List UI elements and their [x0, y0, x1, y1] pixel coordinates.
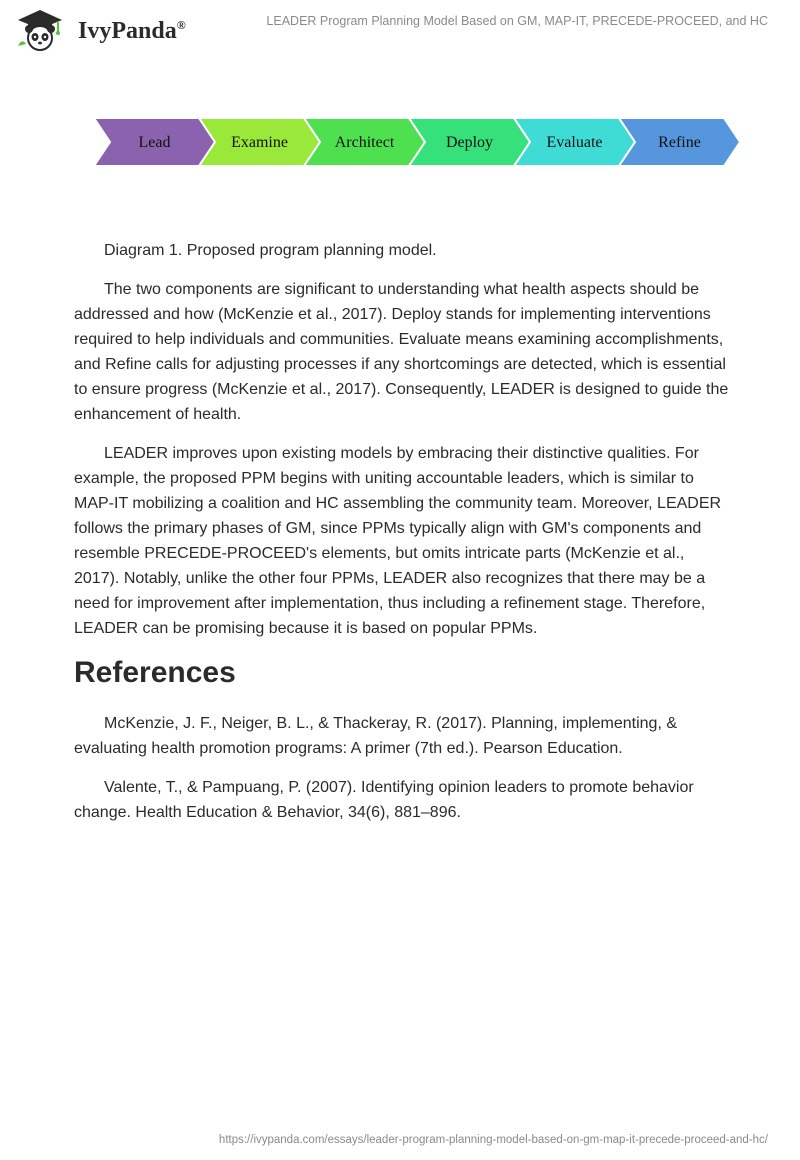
diagram-step-label: Deploy — [445, 134, 494, 151]
body-paragraph: The two components are significant to understanding what health aspects should be addressed and how (McKenzie et al., 2017). Deploy stands for implementing interventions required to help individuals and communities. Evaluate means examining accomplishments, and Refine calls for adjusting processes if any shortcomings are detected, which is essential to ensure progress (McKenzie et al., 2017). Consequently, LEADER is designed to guide the enhancement of health. — [74, 281, 729, 423]
diagram-step-label: Evaluate — [546, 134, 603, 151]
source-url[interactable]: https://ivypanda.com/essays/leader-program-planning-model-based-on-gm-map-it-precede-proceed-and-hc/ — [218, 1134, 768, 1146]
diagram-step-label: Examine — [231, 134, 288, 151]
diagram-step-label: Architect — [334, 134, 395, 151]
diagram-step-label: Refine — [658, 134, 701, 151]
document-title: LEADER Program Planning Model Based on GM, MAP-IT, PRECEDE-PROCEED, and HC — [266, 14, 768, 28]
reference-entry: Valente, T., & Pampuang, P. (2007). Identifying opinion leaders to promote behavior change. Health Education & Behavior, 34(6), 881–896. — [74, 779, 694, 821]
reference-entry: McKenzie, J. F., Neiger, B. L., & Thackeray, R. (2017). Planning, implementing, & evaluating health promotion programs: A primer (7th ed.). Pearson Education. — [74, 715, 677, 757]
program-planning-diagram — [90, 112, 750, 172]
ivypanda-logo[interactable] — [14, 8, 194, 54]
logo-wordmark: IvyPanda® — [78, 18, 186, 44]
references-heading: References — [74, 656, 236, 689]
page-header — [0, 0, 800, 60]
panda-graduation-cap-icon — [14, 8, 66, 52]
diagram-step-label: Lead — [138, 134, 171, 151]
diagram-caption: Diagram 1. Proposed program planning model. — [104, 242, 437, 259]
essay-content — [74, 238, 730, 839]
body-paragraph: LEADER improves upon existing models by embracing their distinctive qualities. For example, the proposed PPM begins with uniting accountable leaders, which is similar to MAP-IT mobilizing a coalition and HC assembling the community team. Moreover, LEADER follows the primary phases of GM, since PPMs typically align with GM's components and resemble PRECEDE-PROCEED's elements, but omits intricate parts (McKenzie et al., 2017). Notably, unlike the other four PPMs, LEADER also recognizes that there may be a need for improvement after implementation, thus including a refinement stage. Therefore, LEADER can be promising because it is based on popular PPMs. — [74, 445, 722, 637]
